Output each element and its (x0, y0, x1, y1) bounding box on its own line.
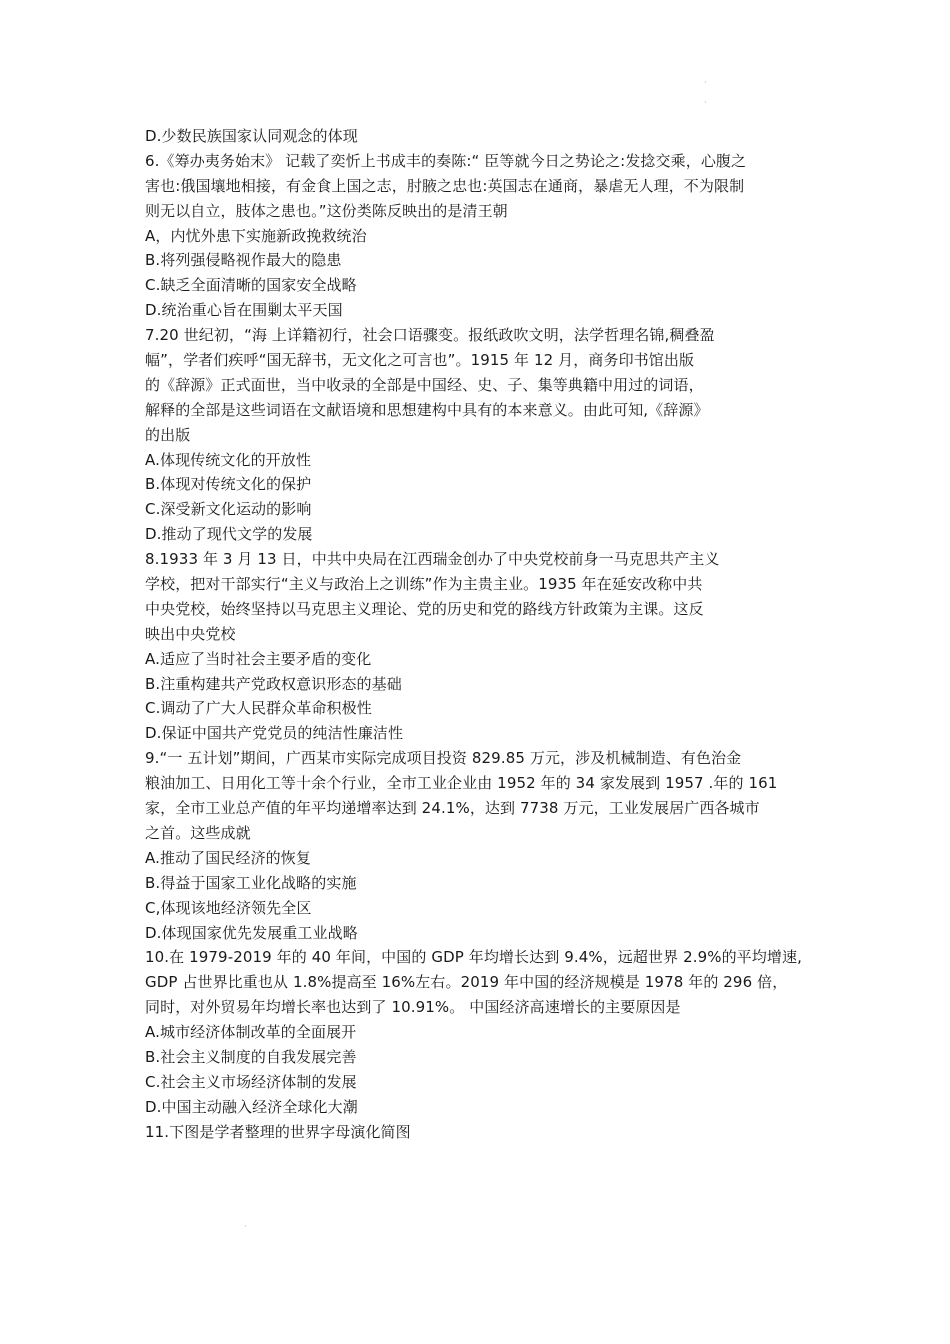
text-line: 之首。这些成就 (145, 823, 251, 842)
text-line: 10.在 1979-2019 年的 40 年间，中国的 GDP 年均增长达到 9.4%，远超世界 2.9%的平均增速, (145, 948, 802, 967)
text-line: C.深受新文化运动的影响 (145, 500, 312, 519)
text-line: C.缺乏全面清晰的国家安全战略 (145, 276, 357, 295)
scan-speck: · (704, 98, 707, 107)
text-line: B.将列强侵略视作最大的隐患 (145, 251, 342, 270)
text-line: A.推动了国民经济的恢复 (145, 848, 311, 867)
text-line: 粮油加工、日用化工等十余个行业，全市工业企业由 1952 年的 34 家发展到 1957 .年的 161 (145, 774, 778, 793)
text-line: 则无以自立，肢体之患也。”这份类陈反映出的是清王朝 (145, 201, 508, 220)
text-line: D.中国主动融入经济全球化大潮 (145, 1097, 358, 1116)
text-line: 映出中央党校 (145, 624, 236, 643)
text-line: D.少数民族国家认同观念的体现 (145, 127, 358, 145)
text-line: 7.20 世纪初，“海 上详籍初行，社会口语骤变。报纸政吹文明，法学哲理名锦,稠叠盈 (145, 326, 715, 345)
text-line: D.推动了现代文学的发展 (145, 525, 313, 544)
text-line: 8.1933 年 3 月 13 日，中共中央局在江西瑞金创办了中央党校前身一马克思共产主义 (145, 550, 720, 569)
text-line: 的《辞源》正式面世，当中收录的全部是中国经、史、子、集等典籍中用过的词语， (145, 375, 704, 394)
text-line: C.调动了广大人民群众革命积极性 (145, 699, 372, 718)
text-line: 6.《筹办夷务始末》 记载了奕忻上书成丰的奏陈:“ 臣等就今日之势论之:发捻交乘，心腹之 (145, 151, 747, 170)
text-line: 幅”，学者们疾呼“国无辞书，无文化之可言也”。1915 年 12 月，商务印书馆出版 (145, 351, 695, 370)
text-line: C.社会主义市场经济体制的发展 (145, 1072, 357, 1091)
text-line: C,体现该地经济领先全区 (145, 898, 312, 917)
text-line: B.体现对传统文化的保护 (145, 475, 312, 494)
text-line: 家，全市工业总产值的年平均递增率达到 24.1%，达到 7738 万元，工业发展居广西各城市 (145, 799, 760, 818)
text-line: D.保证中国共产党党员的纯洁性廉洁性 (145, 724, 404, 743)
text-line: GDP 占世界比重也从 1.8%提高至 16%左右。2019 年中国的经济规模是 1978 年的 296 倍， (145, 973, 788, 992)
text-line: 11.下图是学者整理的世界字母演化简图 (145, 1122, 411, 1141)
text-line: 害也:俄国壤地相接，有金食上国之志，肘腋之忠也:英国志在通商，暴虐无人理，不为限制 (145, 176, 745, 195)
text-line: B.社会主义制度的自我发展完善 (145, 1047, 357, 1066)
question-text-block (145, 124, 825, 1145)
text-line: A.体现传统文化的开放性 (145, 450, 311, 469)
text-line: 的出版 (145, 425, 191, 444)
text-line: B.得益于国家工业化战略的实施 (145, 873, 357, 892)
text-line: 学校，把对干部实行“主义与政治上之训练”作为主贵主业。1935 年在延安改称中共 (145, 575, 703, 594)
text-line: A，内忧外患下实施新政挽救统治 (145, 226, 367, 245)
text-line: 中央党校，始终坚持以马克思主义理论、党的历史和党的路线方针政策为主课。这反 (145, 599, 704, 618)
text-line: 解释的全部是这些词语在文献语境和思想建构中具有的本来意义。由此可知,《辞源》 (145, 400, 709, 419)
text-line: B.注重构建共产党政权意识形态的基础 (145, 674, 402, 693)
text-line: A.城市经济体制改革的全面展开 (145, 1023, 357, 1042)
text-line: D.统治重心旨在围剿太平天国 (145, 301, 343, 320)
text-line: A.适应了当时社会主要矛盾的变化 (145, 649, 372, 668)
text-line: D.体现国家优先发展重工业战略 (145, 923, 358, 942)
text-line: 同时，对外贸易年均增长率也达到了 10.91%。 中国经济高速增长的主要原因是 (145, 998, 681, 1017)
scan-speck: · (244, 1222, 247, 1231)
text-line: 9.“一 五计划”期间，广西某市实际完成项目投资 829.85 万元，涉及机械制造、有色治金 (145, 749, 742, 768)
scan-speck: · (704, 78, 707, 87)
